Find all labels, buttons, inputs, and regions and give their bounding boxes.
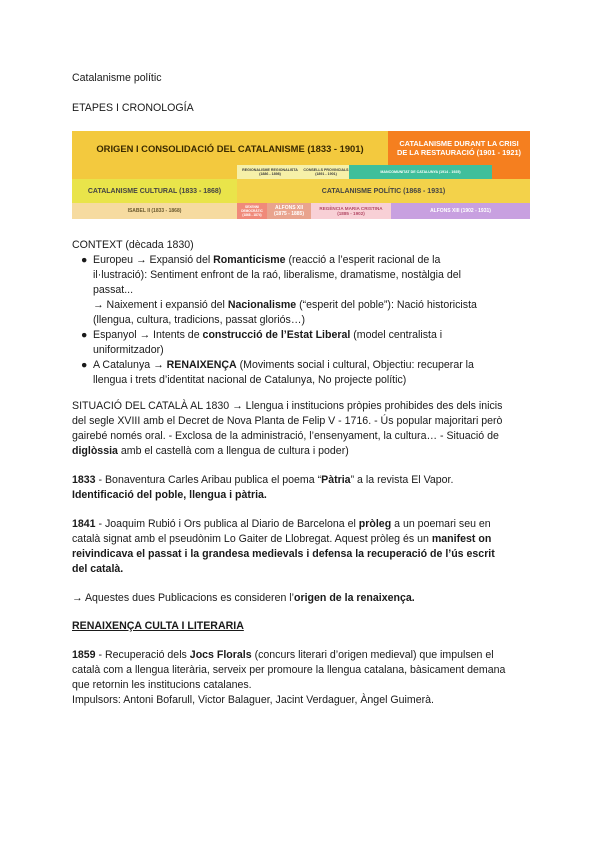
text-bold: manifest on	[431, 533, 492, 545]
text-bold: pròleg	[358, 518, 392, 530]
year-label: 1859	[72, 649, 96, 661]
text-bold: diglòssia	[72, 445, 118, 457]
timeline-regencia-line2: (1885 - 1902)	[337, 211, 365, 216]
text-bold: del català.	[72, 563, 124, 575]
timeline-yellow-row	[72, 165, 237, 179]
timeline-sexenni	[237, 203, 267, 219]
timeline-origen: ORIGEN I CONSOLIDACIÓ DEL CATALANISME (1833 - 1901)	[72, 131, 388, 165]
timeline-orange-extension	[492, 165, 530, 179]
timeline-alfons12	[267, 203, 311, 219]
bullet-icon: ●	[81, 359, 88, 371]
paragraph-1833	[72, 473, 530, 503]
text: Espanyol → Intents de	[93, 329, 203, 341]
text: ” a la revista El Vapor.	[350, 474, 454, 486]
timeline-unio	[303, 165, 349, 179]
situacio-paragraph	[72, 399, 530, 459]
text: SITUACIÓ DEL CATALÀ AL 1830 → Llengua i institucions pròpies prohibides des dels inicis	[72, 400, 503, 412]
text: que retornin les institucions catalanes.	[72, 679, 252, 691]
context-heading: CONTEXT (dècada 1830)	[72, 239, 194, 251]
text: a un poemari seu en	[391, 518, 491, 530]
text-bold: RENAIXENÇA	[166, 359, 237, 371]
list-item	[72, 358, 530, 388]
text: uniformitzador)	[93, 344, 164, 356]
bullet-icon: ●	[81, 329, 88, 341]
timeline-isabel: ISABEL II (1833 - 1868)	[72, 203, 237, 219]
text: català signat amb el pseudònim Lo Gaiter de Llobregat. Aquest pròleg és un	[72, 533, 432, 545]
text-bold: Nacionalisme	[227, 299, 297, 311]
text: català com a llengua literària, serveix per promoure la llengua catalana, bàsicament demana	[72, 664, 506, 676]
text-bold: construcció de l’Estat Liberal	[202, 329, 351, 341]
text: passat...	[93, 284, 134, 296]
text: - Joaquim Rubió i Ors publica al Diario de Barcelona el	[95, 518, 359, 530]
timeline-regencia	[311, 203, 391, 219]
doc-title: Catalanisme polític	[72, 72, 162, 84]
bullet-icon: ●	[81, 254, 88, 266]
timeline-regencia-line1: REGÈNCIA MARIA CRISTINA	[319, 206, 383, 211]
section-heading: RENAIXENÇA CULTA I LITERARIA	[72, 620, 244, 632]
text: del segle XVIII amb el Decret de Nova Planta de Felip V - 1716. - Ús popular majoritari però	[72, 415, 503, 427]
text: → Naixement i expansió del	[93, 299, 228, 311]
list-item	[72, 328, 530, 358]
text: (Moviments social i cultural, Objectiu: recuperar la	[236, 359, 474, 371]
text-bold: Jocs Florals	[189, 649, 252, 661]
text: (reacció a l’esperit racional de la	[285, 254, 441, 266]
text-bold: Romanticisme	[213, 254, 286, 266]
paragraph-1859	[72, 648, 530, 708]
timeline-regionalista	[237, 165, 303, 179]
timeline-alfons12-line1: ALFONS XII	[274, 205, 304, 211]
timeline-regionalista-line1: REGIONALISME REGIONALISTA	[242, 168, 298, 172]
year-label: 1841	[72, 518, 96, 530]
text-bold: Pàtria	[321, 474, 351, 486]
timeline-crisi-line1: CATALANISME DURANT LA CRISI	[399, 139, 519, 148]
text-bold: Identificació del poble, llengua i pàtria.	[72, 489, 267, 501]
text: (llengua, cultura, tradicions, passat gloriós…)	[93, 314, 305, 326]
text: (concurs literari d’origen medieval) que impulsen el	[251, 649, 494, 661]
timeline-crisi	[388, 131, 530, 165]
timeline-unio-line2: (1891 - 1901)	[315, 172, 337, 176]
timeline-unio-line1: CONSELLS PROVINCIALS	[303, 168, 349, 172]
renaixenca-heading	[72, 619, 530, 634]
text: Europeu → Expansió del	[93, 254, 214, 266]
origen-paragraph	[72, 591, 530, 606]
text-bold: origen de la renaixença.	[294, 592, 415, 604]
timeline-cultural: CATALANISME CULTURAL (1833 - 1868)	[72, 179, 237, 203]
timeline-politic: CATALANISME POLÍTIC (1868 - 1931)	[237, 179, 530, 203]
text: - Recuperació dels	[95, 649, 190, 661]
text: → Aquestes dues Publicacions es consideren l’	[72, 592, 295, 604]
timeline-figure	[72, 131, 530, 219]
text: Impulsors: Antoni Bofarull, Victor Balaguer, Jacint Verdaguer, Àngel Guimerà.	[72, 694, 434, 706]
text: il·lustració): Sentiment enfront de la raó, liberalisme, dramatisme, nostàlgia del	[93, 269, 462, 281]
text-bold: reivindicava el passat i la grandesa medievals i defensa la recuperació de l’ús escrit	[72, 548, 495, 560]
timeline-crisi-line2: DE LA RESTAURACIÓ (1901 - 1921)	[396, 148, 522, 157]
list-item	[72, 253, 530, 328]
text: gairebé només oral. - Exclosa de la administració, l’ensenyament, la cultura… - Situació de	[72, 430, 499, 442]
text: - Bonaventura Carles Aribau publica el poema “	[95, 474, 322, 486]
doc-subtitle: ETAPES I CRONOLOGÍA	[72, 102, 194, 114]
timeline-sexenni-line2: DEMOCRÀTIC (1868 - 1874)	[241, 209, 263, 217]
timeline-regionalista-line2: (1886 - 1898)	[259, 172, 281, 176]
year-label: 1833	[72, 474, 96, 486]
paragraph-1841	[72, 517, 530, 577]
text: llengua i trets d’identitat nacional de Catalunya, No projecte polític)	[93, 374, 407, 386]
timeline-mancomunitat: MANCOMUNITAT DE CATALUNYA (1914 - 1925)	[349, 165, 492, 179]
timeline-alfons12-line2: (1875 - 1885)	[273, 211, 305, 217]
timeline-alfons13: ALFONS XIII (1902 - 1931)	[391, 203, 530, 219]
text: amb el castellà com a llengua de cultura i poder)	[117, 445, 349, 457]
timeline-sexenni-line1: SEXENNI	[245, 205, 259, 209]
context-list	[72, 253, 530, 388]
text: (“esperit del poble”): Nació historicista	[296, 299, 477, 311]
text: A Catalunya →	[93, 359, 167, 371]
text: (model centralista i	[350, 329, 443, 341]
